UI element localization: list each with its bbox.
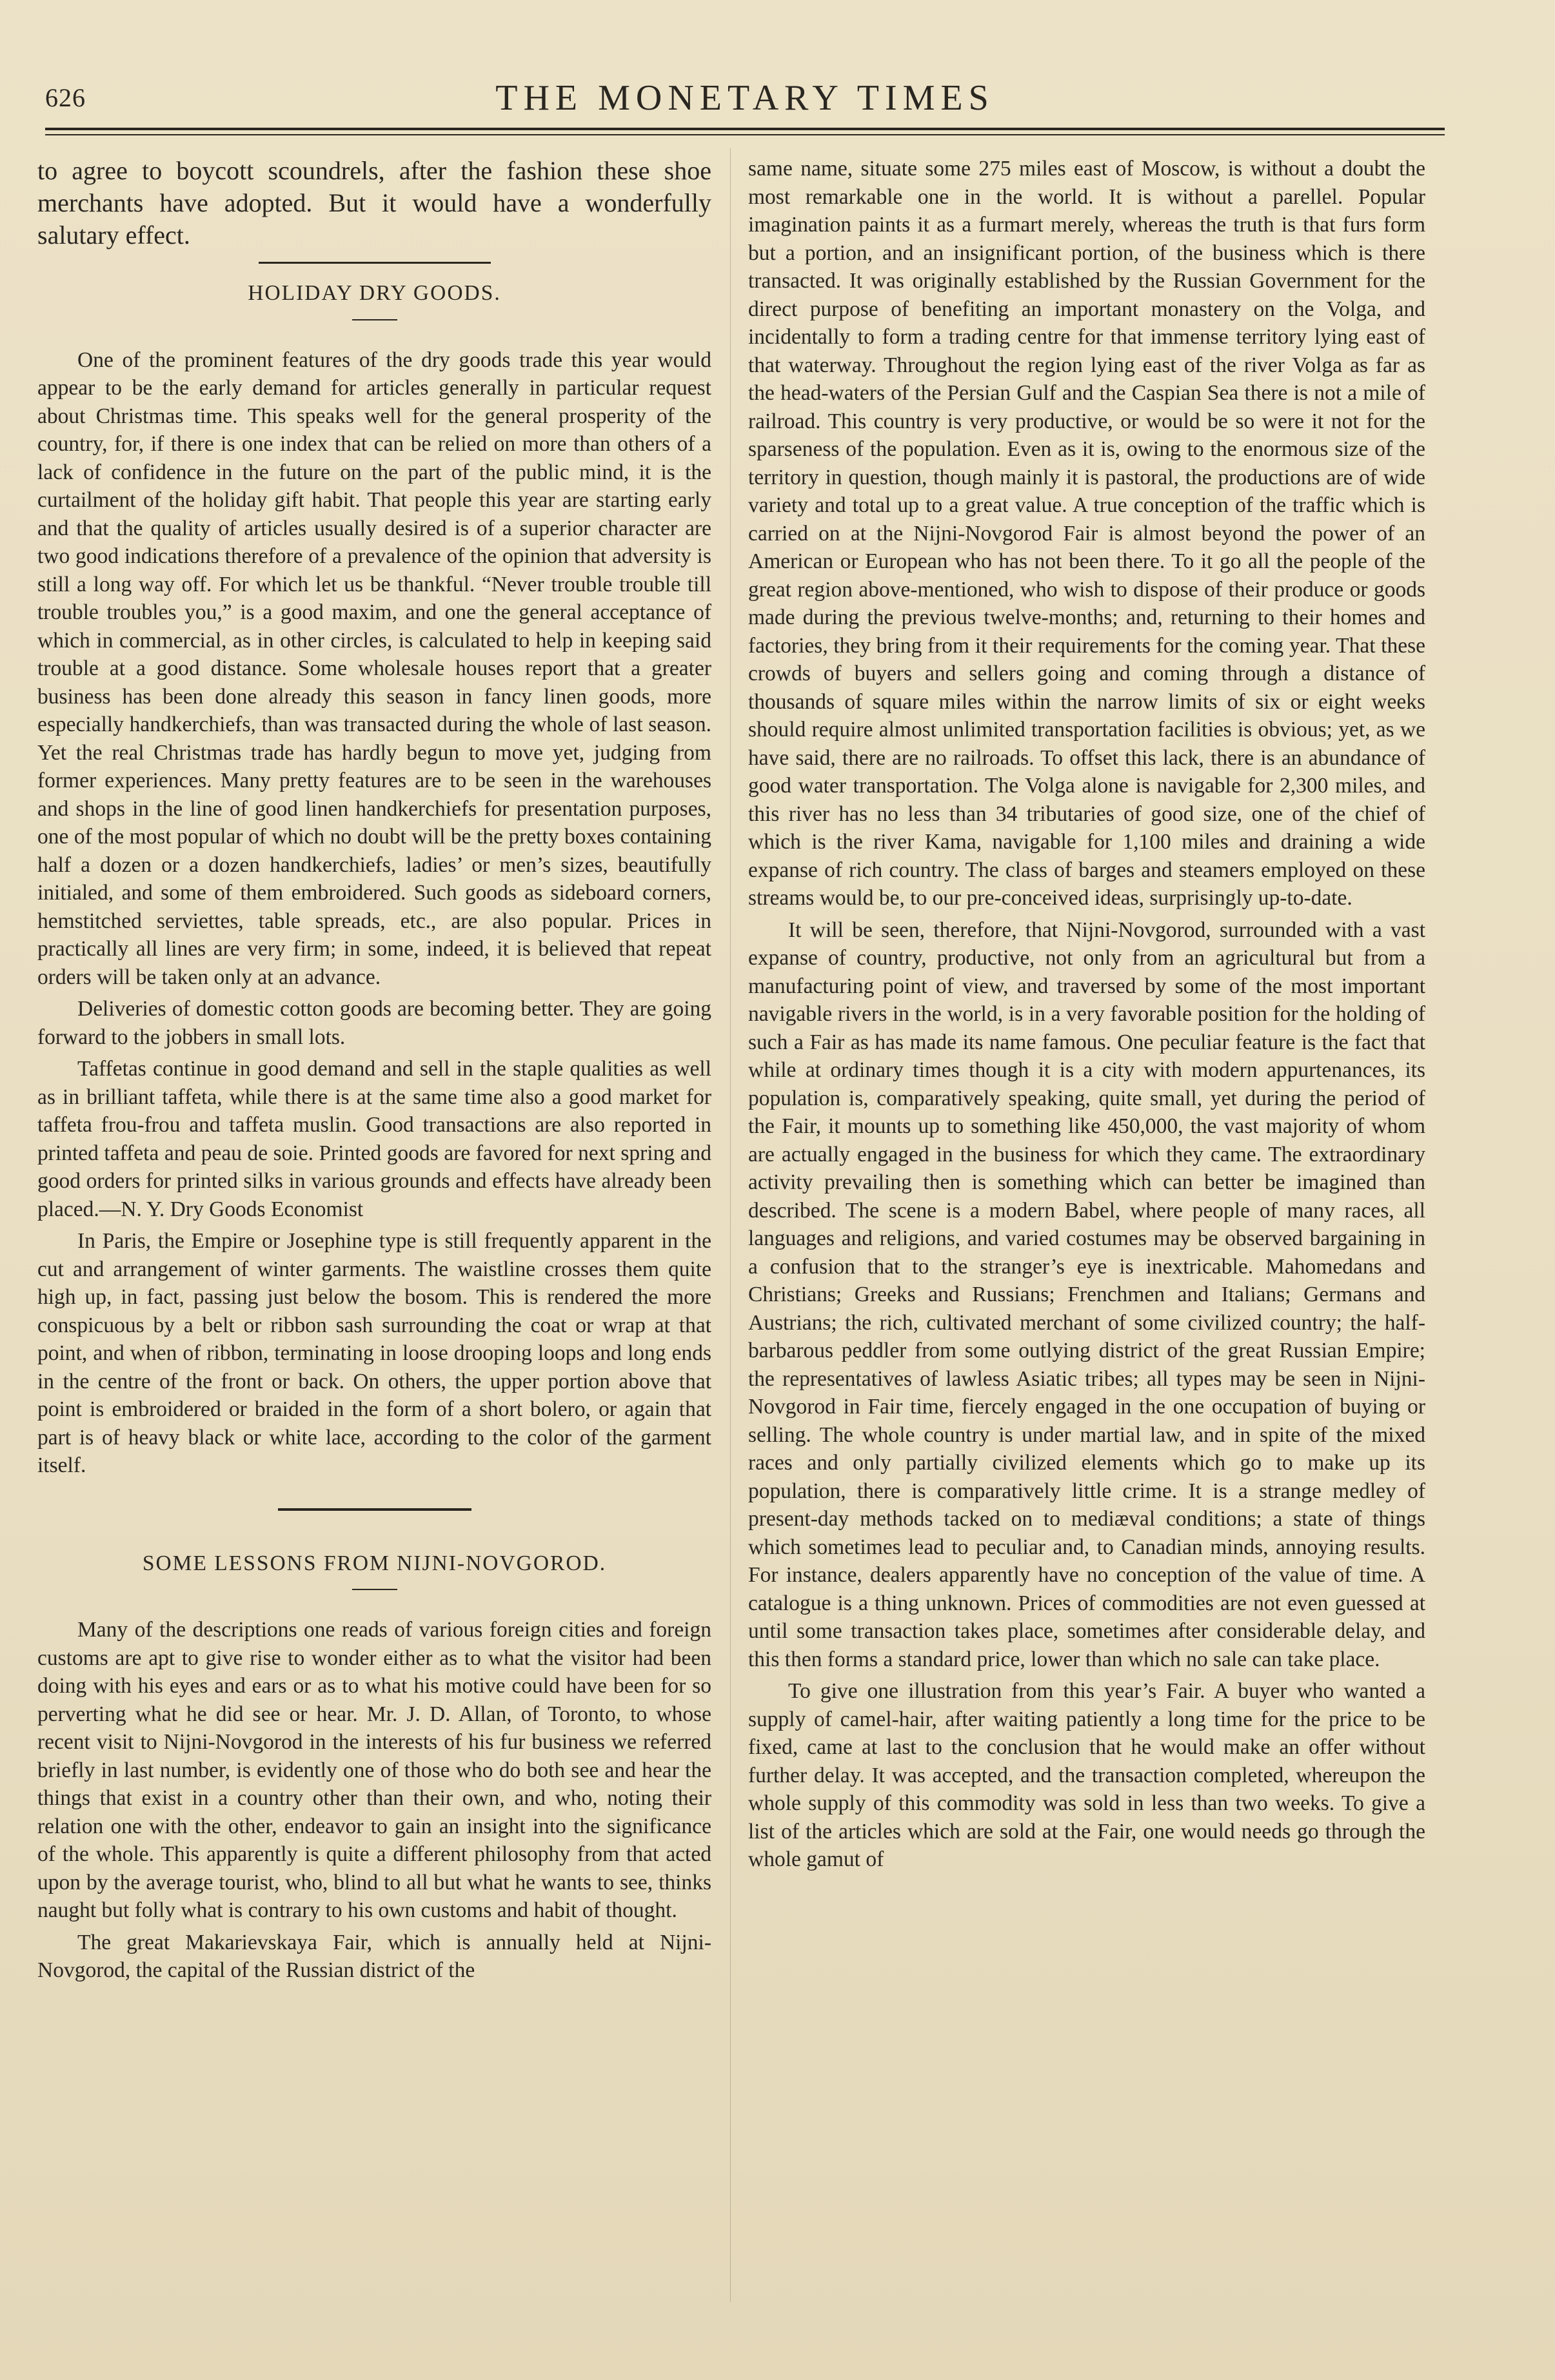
article-separator-rule (278, 1508, 471, 1511)
heading-underline (352, 1589, 397, 1590)
right-column (748, 155, 1425, 1878)
heading-underline (352, 319, 397, 320)
masthead-title: THE MONETARY TIMES (495, 78, 995, 118)
article-paragraph: In Paris, the Empire or Josephine type is still frequently apparent in the cut and arrangement of winter garments. The waistline crosses them quite high up, in fact, passing just below the bosom. This is rendered the more conspicuous by a belt or ribbon sash surrounding the coat or wrap at that point, and when of ribbon, terminating in loose drooping loops and long ends in the centre of the front or back. On others, the upper portion above that point is embroidered or braided in the form of a short bolero, or again that part is of heavy black or white lace, according to the color of the garment itself. (37, 1229, 711, 1477)
article-paragraph: Taffetas continue in good demand and sell in the staple qualities as well as in brilliant taffeta, while there is at the same time also a good market for taffeta frou-frou and taffeta muslin. Good transactions are also reported in printed taffeta and peau de soie. Printed goods are favored for next spring and good orders for printed silks in various grounds and effects have already been placed.—N. Y. Dry Goods Economist (37, 1057, 711, 1221)
section-rule (259, 262, 491, 264)
section-heading-text: SOME LESSONS FROM NIJNI-NOVGOROD. (142, 1551, 607, 1575)
intro-paragraph: to agree to boycott scoundrels, after the fashion these shoe merchants have adopted. But it would have a wonderfully salutary effect. (37, 156, 711, 250)
column-divider (730, 148, 731, 2302)
article-paragraph: The great Makarievskaya Fair, which is annually held at Nijni-Novgorod, the capital of the Russian district of the (37, 1930, 711, 1982)
page-header (45, 77, 1445, 123)
header-rule-thick (45, 128, 1445, 130)
section-heading-holiday-dry-goods (37, 279, 711, 320)
section-heading-nijni-novgorod (37, 1549, 711, 1591)
article-paragraph: Deliveries of domestic cotton goods are becoming better. They are going forward to the jobbers in small lots. (37, 997, 711, 1049)
header-rule-thin (45, 134, 1445, 135)
article-paragraph: One of the prominent features of the dry goods trade this year would appear to be the early demand for articles generally in particular request about Christmas time. This speaks well for the general prosperity of the country, for, if there is one index that can be relied on more than others of a lack of confidence in the future on the part of the public mind, it is the curtailment of the holiday gift habit. That people this year are starting early and that the quality of articles usually desired is of a superior character are two good indications therefore of a prevalence of the opinion that adversity is still a long way off. For which let us be thankful. “Never trouble trouble till trouble troubles you,” is a good maxim, and one the general acceptance of which in commercial, as in other circles, is calculated to help in keeping said trouble at a good distance. Some wholesale houses report that a greater business has been done already this season in fancy linen goods, more especially handkerchiefs, than was transacted during the whole of last season. Yet the real Christmas trade has hardly begun to move yet, judging from former experiences. Many pretty features are to be seen in the warehouses and shops in the line of good linen handkerchiefs for presentation purposes, one of the most popular of which no doubt will be the pretty boxes containing half a dozen or a dozen handkerchiefs, ladies’ or men’s sizes, beautifully initialed, and some of them embroidered. Such goods as sideboard corners, hemstitched serviettes, table spreads, etc., are also popular. Prices in practically all lines are very firm; in some, indeed, it is believed that repeat orders will be taken only at an advance. (37, 348, 711, 989)
left-column (37, 155, 711, 1989)
article-paragraph: Many of the descriptions one reads of various foreign cities and foreign customs are apt to give rise to wonder either as to what the visitor had been doing with his eyes and ears or as to what his motive could have been for so perverting what he did see or hear. Mr. J. D. Allan, of Toronto, to whose recent visit to Nijni-Novgorod in the interests of his fur business we referred briefly in last number, is evidently one of those who do both see and hear the things that exist in a country other than their own, and who, noting their relation one with the other, endeavor to gain an insight into the significance of the whole. This apparently is quite a different philosophy from that acted upon by the average tourist, who, blind to all but what he wants to see, thinks naught but folly what is contrary to his own customs and habit of thought. (37, 1618, 711, 1922)
section-heading-text: HOLIDAY DRY GOODS. (248, 281, 501, 305)
page-number: 626 (45, 83, 86, 112)
article-paragraph: To give one illustration from this year’s Fair. A buyer who wanted a supply of camel-hair, after waiting patiently a long time for the price to be fixed, came at last to the conclusion that he would make an offer without further delay. It was accepted, and the transaction completed, whereupon the whole supply of this commodity was sold in less than two weeks. To give a list of the articles which are sold at the Fair, one would needs go through the whole gamut of (748, 1679, 1425, 1871)
article-paragraph: same name, situate some 275 miles east of Moscow, is without a doubt the most remarkable one in the world. It is without a parellel. Popular imagination paints it as a furmart merely, whereas the truth is that furs form but a portion, and an insignificant portion, of the business which is there transacted. It was originally established by the Russian Government for the direct purpose of benefiting an important monastery on the Volga, and incidentally to form a trading centre for that immense territory lying east of that waterway. Throughout the region lying east of the river Volga as far as the head-waters of the Persian Gulf and the Caspian Sea there is not a mile of railroad. This country is very productive, or would be so were it not for the sparseness of the population. Even as it is, owing to the enormous size of the territory in question, though mainly it is pastoral, the productions are of wide variety and total up to a great value. A true conception of the traffic which is carried on at the Nijni-Novgorod Fair is almost beyond the power of an American or European who has not been there. To it go all the people of the great region above-mentioned, who wish to dispose of their produce or goods made during the previous twelve-months; and, returning to their homes and factories, they bring from it their requirements for the coming year. That these crowds of buyers and sellers going and coming through a distance of thousands of square miles within the narrow limits of six or eight weeks should require almost unlimited transportation facilities is obvious; yet, as we have said, there are no railroads. To offset this lack, there is an abundance of good water transportation. The Volga alone is navigable for 2,300 miles, and this river has no less than 34 tributaries of good size, one of the chief of which is the river Kama, navigable for 1,100 miles and draining a wide expanse of rich country. The class of barges and steamers employed on these streams would be, to our pre-conceived ideas, surprisingly up-to-date. (748, 157, 1425, 910)
article-paragraph: It will be seen, therefore, that Nijni-Novgorod, surrounded with a vast expanse of country, productive, not only from an agricultural but from a manufacturing point of view, and traversed by some of the most important navigable rivers in the world, is in a very favorable position for the holding of such a Fair as has made its name famous. One peculiar feature is the fact that while at ordinary times though it is a city with modern appurtenances, its population is, comparatively speaking, quite small, yet during the period of the Fair, it mounts up to something like 450,000, the vast majority of whom are actually engaged in the business for which they came. The extraordinary activity prevailing then is something which can better be imagined than described. The scene is a modern Babel, where people of many races, all languages and religions, and varied costumes may be observed bargaining in a confusion that to the stranger’s eye is inextricable. Mahomedans and Christians; Greeks and Russians; Frenchmen and Italians; Germans and Austrians; the rich, cultivated merchant of some civilized country; the half-barbarous peddler from some outlying district of the great Russian Empire; the representatives of lawless Asiatic tribes; all types may be seen in Nijni-Novgorod in Fair time, fiercely engaged in the one occupation of buying or selling. The whole country is under martial law, and in spite of the mixed races and only partially civilized elements which go to make up its population, there is comparatively little crime. It is a strange medley of present-day methods tacked on to mediæval conditions; a state of things which sometimes lead to peculiar and, to Canadian minds, annoying results. For instance, dealers apparently have no conception of the value of time. A catalogue is a thing unknown. Prices of commodities are not even guessed at until some transaction takes place, sometimes after considerable delay, and this then forms a standard price, lower than which no sale can take place. (748, 918, 1425, 1671)
